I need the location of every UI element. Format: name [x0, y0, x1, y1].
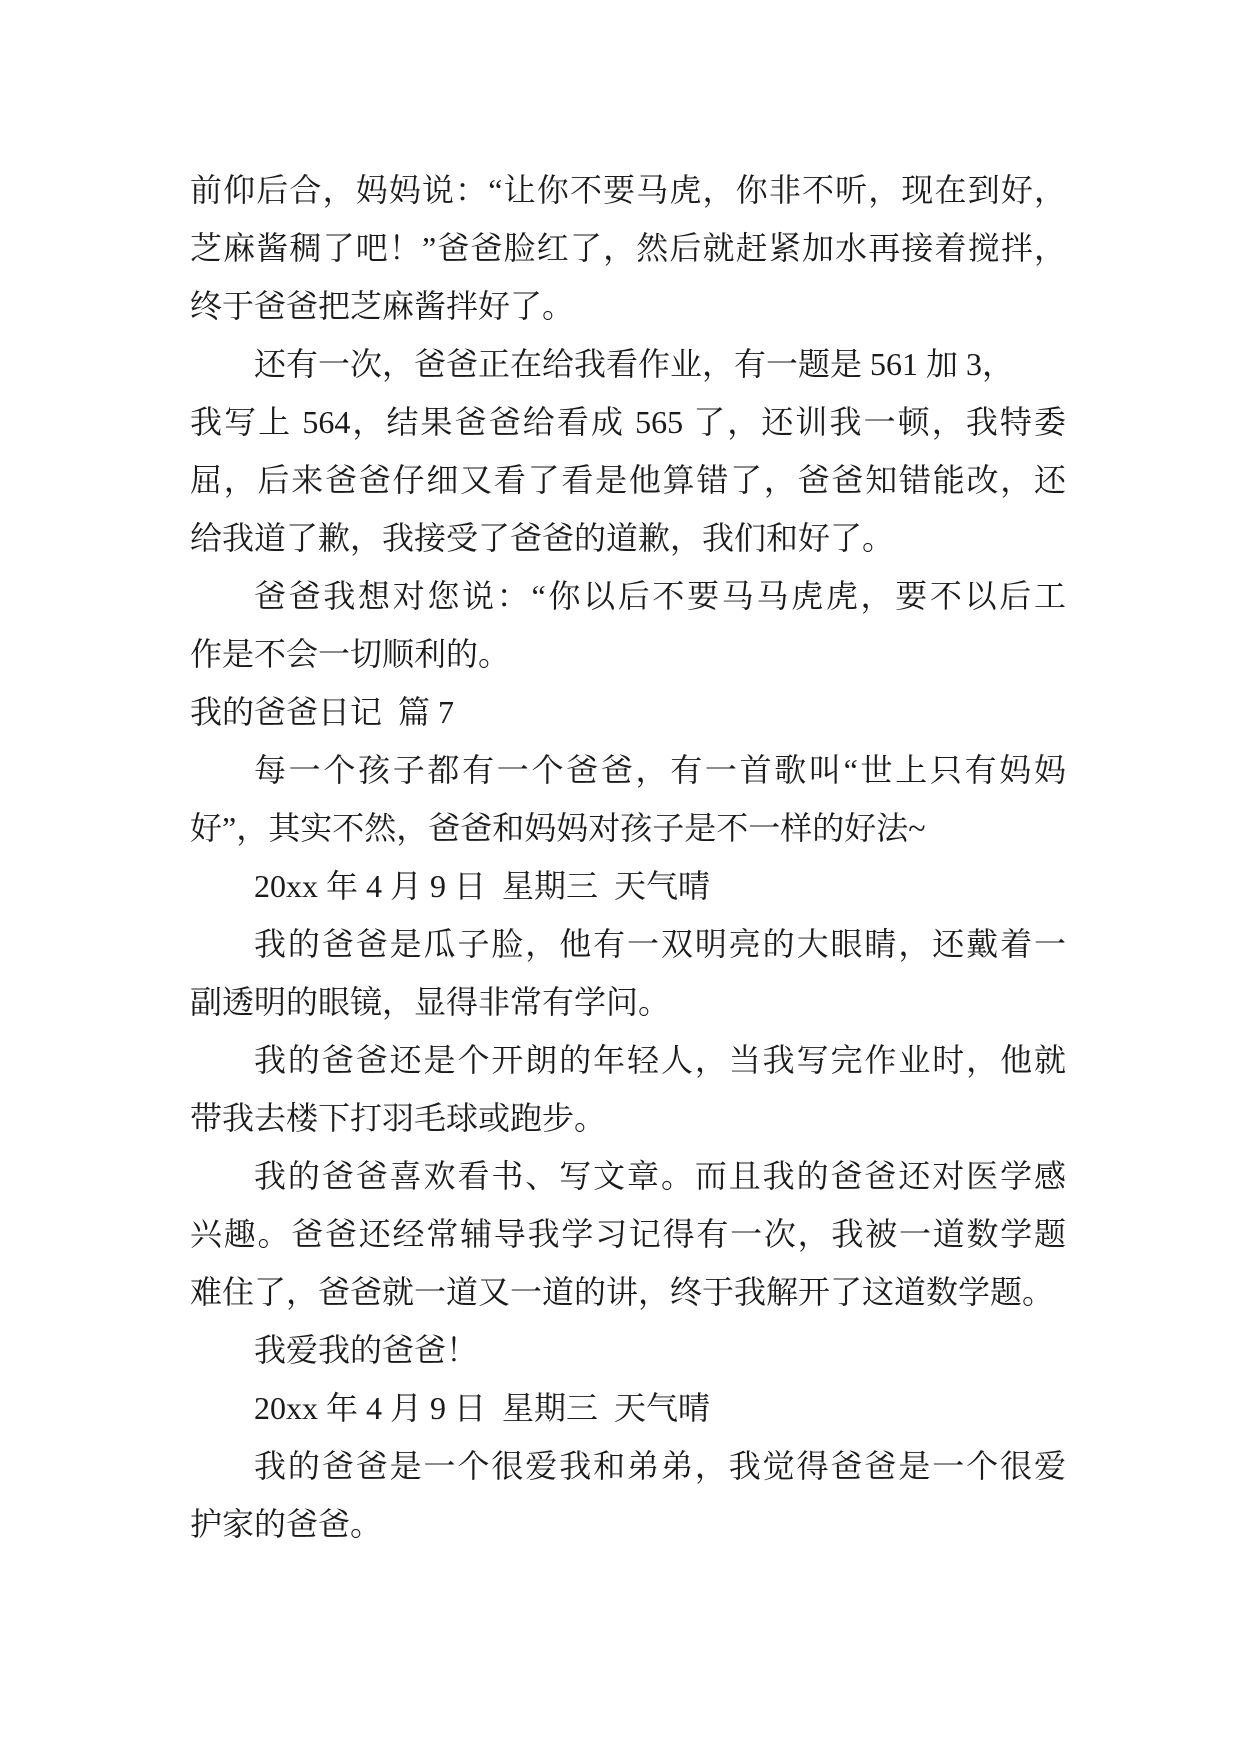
paragraph	[190, 1031, 1066, 1147]
paragraph	[190, 1437, 1066, 1553]
text-line: 终于爸爸把芝麻酱拌好了。	[190, 288, 575, 324]
diary-date-line: 20xx 年 4 月 9 日 星期三 天气晴	[254, 1390, 711, 1426]
text-line: 好”，其实不然，爸爸和妈妈对孩子是不一样的好法~	[190, 810, 926, 846]
text-line: 芝麻酱稠了吧！”爸爸脸红了，然后就赶紧加水再接着搅拌，	[190, 230, 1066, 266]
paragraph	[190, 1147, 1066, 1321]
paragraph	[190, 1321, 1066, 1379]
diary-date-line: 20xx 年 4 月 9 日 星期三 天气晴	[254, 868, 711, 904]
text-line: 难住了，爸爸就一道又一道的讲，终于我解开了这道数学题。	[190, 1274, 1055, 1310]
text-line: 我的爸爸是瓜子脸，他有一双明亮的大眼睛，还戴着一	[254, 926, 1066, 962]
text-line: 我的爸爸是一个很爱我和弟弟，我觉得爸爸是一个很爱	[254, 1448, 1066, 1484]
text-line: 还有一次，爸爸正在给我看作业，有一题是 561 加 3，	[254, 346, 1015, 382]
text-line: 我的爸爸还是个开朗的年轻人，当我写完作业时，他就	[254, 1042, 1066, 1078]
text-line: 我写上 564，结果爸爸给看成 565 了，还训我一顿，我特委	[190, 404, 1066, 440]
intro-paragraph	[190, 741, 1066, 857]
text-line: 屈，后来爸爸仔细又看了看是他算错了，爸爸知错能改，还	[190, 462, 1066, 498]
section-heading: 我的爸爸日记 篇 7	[190, 694, 455, 730]
document-body	[190, 161, 1066, 1553]
text-line: 我爱我的爸爸！	[254, 1332, 479, 1368]
text-line: 爸爸我想对您说：“你以后不要马马虎虎，要不以后工	[254, 578, 1066, 614]
text-line: 前仰后合，妈妈说：“让你不要马虎，你非不听，现在到好，	[190, 172, 1066, 208]
text-line: 每一个孩子都有一个爸爸，有一首歌叫“世上只有妈妈	[254, 752, 1066, 788]
paragraph	[190, 915, 1066, 1031]
paragraph	[190, 335, 1066, 567]
text-line: 带我去楼下打羽毛球或跑步。	[190, 1100, 607, 1136]
text-line: 护家的爸爸。	[190, 1506, 383, 1542]
paragraph	[190, 567, 1066, 683]
text-line: 我的爸爸喜欢看书、写文章。而且我的爸爸还对医学感	[254, 1158, 1066, 1194]
text-line: 副透明的眼镜，显得非常有学问。	[190, 984, 671, 1020]
text-line: 给我道了歉，我接受了爸爸的道歉，我们和好了。	[190, 520, 895, 556]
paragraph	[190, 161, 1066, 335]
text-line: 兴趣。爸爸还经常辅导我学习记得有一次，我被一道数学题	[190, 1216, 1066, 1252]
text-line: 作是不会一切顺利的。	[190, 636, 511, 672]
